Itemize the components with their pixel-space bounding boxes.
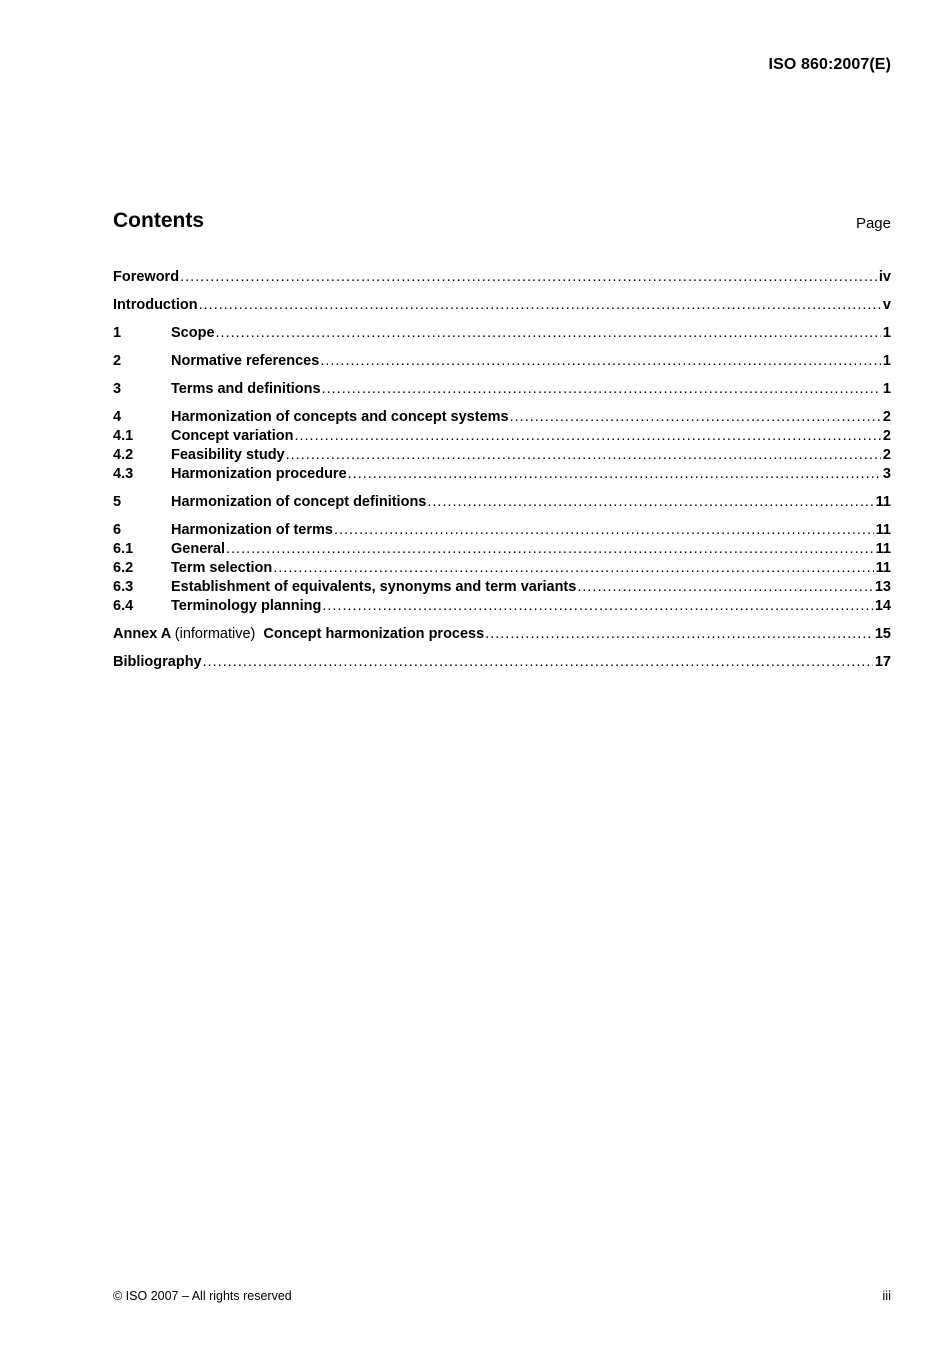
toc-entry-3[interactable] [113, 380, 891, 399]
toc-entry-number: 4.2 [113, 447, 134, 463]
toc-entry-4-1[interactable] [113, 427, 891, 446]
toc-entry-title: Establishment of equivalents, synonyms and term variants [171, 579, 577, 595]
annex-qualifier: (informative) [174, 626, 256, 642]
dot-leader [348, 465, 881, 484]
toc-entry-title: Introduction [113, 297, 198, 313]
toc-entry-title: Harmonization of terms [171, 522, 333, 538]
dot-leader [286, 446, 881, 465]
toc-entry-introduction[interactable] [113, 296, 891, 315]
dot-leader [294, 427, 880, 446]
toc-entry-4-3[interactable] [113, 465, 891, 484]
toc-entry-number: 6 [113, 522, 122, 538]
toc-entry-title: Bibliography [113, 654, 202, 670]
toc-entry-page: iv [878, 269, 891, 285]
dot-leader [273, 559, 873, 578]
toc-entry-6-3[interactable] [113, 578, 891, 597]
toc-entry-number: 6.2 [113, 560, 134, 576]
toc-entry-number: 4.1 [113, 428, 134, 444]
dot-leader [427, 493, 873, 512]
toc-entry-6-1[interactable] [113, 540, 891, 559]
toc-entry-page: 17 [874, 654, 891, 670]
dot-leader [180, 268, 877, 287]
toc-entry-page: 1 [882, 325, 891, 341]
toc-entry-5[interactable] [113, 493, 891, 512]
toc-entry-number: 6.4 [113, 598, 134, 614]
toc-entry-number: 2 [113, 353, 122, 369]
toc-entry-6-4[interactable] [113, 597, 891, 616]
toc-entry-page: 3 [882, 466, 891, 482]
toc-entry-bibliography[interactable] [113, 653, 891, 672]
toc-entry-title: Harmonization of concept definitions [171, 494, 427, 510]
toc-entry-page: 11 [875, 494, 891, 510]
toc-entry-6[interactable] [113, 521, 891, 540]
dot-leader [577, 578, 873, 597]
toc-entry-title: Normative references [171, 353, 320, 369]
toc-entry-page: 2 [882, 409, 891, 425]
toc-entry-title: Harmonization of concepts and concept systems [171, 409, 509, 425]
dot-leader [334, 521, 874, 540]
toc-entry-title: Feasibility study [171, 447, 285, 463]
toc-entry-page: 14 [874, 598, 891, 614]
toc-entry-1[interactable] [113, 324, 891, 343]
toc-entry-number: 6.3 [113, 579, 134, 595]
toc-entry-annex-a[interactable] [113, 625, 891, 644]
toc-entry-page: 11 [875, 541, 891, 557]
toc-entry-number: 1 [113, 325, 122, 341]
toc-entry-title: Terminology planning [171, 598, 322, 614]
annex-label: Annex A [113, 626, 171, 642]
dot-leader [510, 408, 881, 427]
toc-entry-title: Term selection [171, 560, 273, 576]
dot-leader [322, 380, 881, 399]
dot-leader [203, 653, 873, 672]
toc-entry-4[interactable] [113, 408, 891, 427]
dot-leader [226, 540, 874, 559]
dot-leader [322, 597, 872, 616]
toc-entry-title: General [171, 541, 225, 557]
annex-title: Concept harmonization process [263, 626, 485, 642]
document-reference: ISO 860:2007(E) [768, 56, 891, 73]
copyright-notice: © ISO 2007 – All rights reserved [113, 1289, 292, 1303]
toc-entry-title [113, 625, 484, 644]
toc-entry-6-2[interactable] [113, 559, 891, 578]
toc-entry-number: 6.1 [113, 541, 134, 557]
toc-entry-title: Harmonization procedure [171, 466, 347, 482]
toc-entry-title: Scope [171, 325, 215, 341]
toc-entry-title: Terms and definitions [171, 381, 321, 397]
dot-leader [199, 296, 881, 315]
toc-entry-page: v [882, 297, 891, 313]
dot-leader [320, 352, 881, 371]
toc-entry-page: 2 [882, 428, 891, 444]
dot-leader [485, 625, 873, 644]
toc-entry-title: Foreword [113, 269, 180, 285]
toc-entry-title: Concept variation [171, 428, 294, 444]
toc-entry-number: 5 [113, 494, 122, 510]
toc-entry-4-2[interactable] [113, 446, 891, 465]
toc-entry-number: 4.3 [113, 466, 134, 482]
table-of-contents [113, 268, 891, 672]
page-column-label: Page [855, 215, 891, 232]
toc-entry-page: 11 [875, 560, 891, 576]
toc-entry-number: 4 [113, 409, 122, 425]
toc-entry-page: 11 [875, 522, 891, 538]
toc-entry-foreword[interactable] [113, 268, 891, 287]
toc-entry-page: 2 [882, 447, 891, 463]
toc-entry-page: 13 [874, 579, 891, 595]
dot-leader [216, 324, 881, 343]
toc-entry-page: 1 [882, 381, 891, 397]
toc-entry-page: 1 [882, 353, 891, 369]
toc-entry-number: 3 [113, 381, 122, 397]
toc-entry-page: 15 [874, 626, 891, 642]
toc-entry-2[interactable] [113, 352, 891, 371]
contents-heading: Contents [113, 209, 204, 232]
page-number: iii [882, 1288, 891, 1303]
